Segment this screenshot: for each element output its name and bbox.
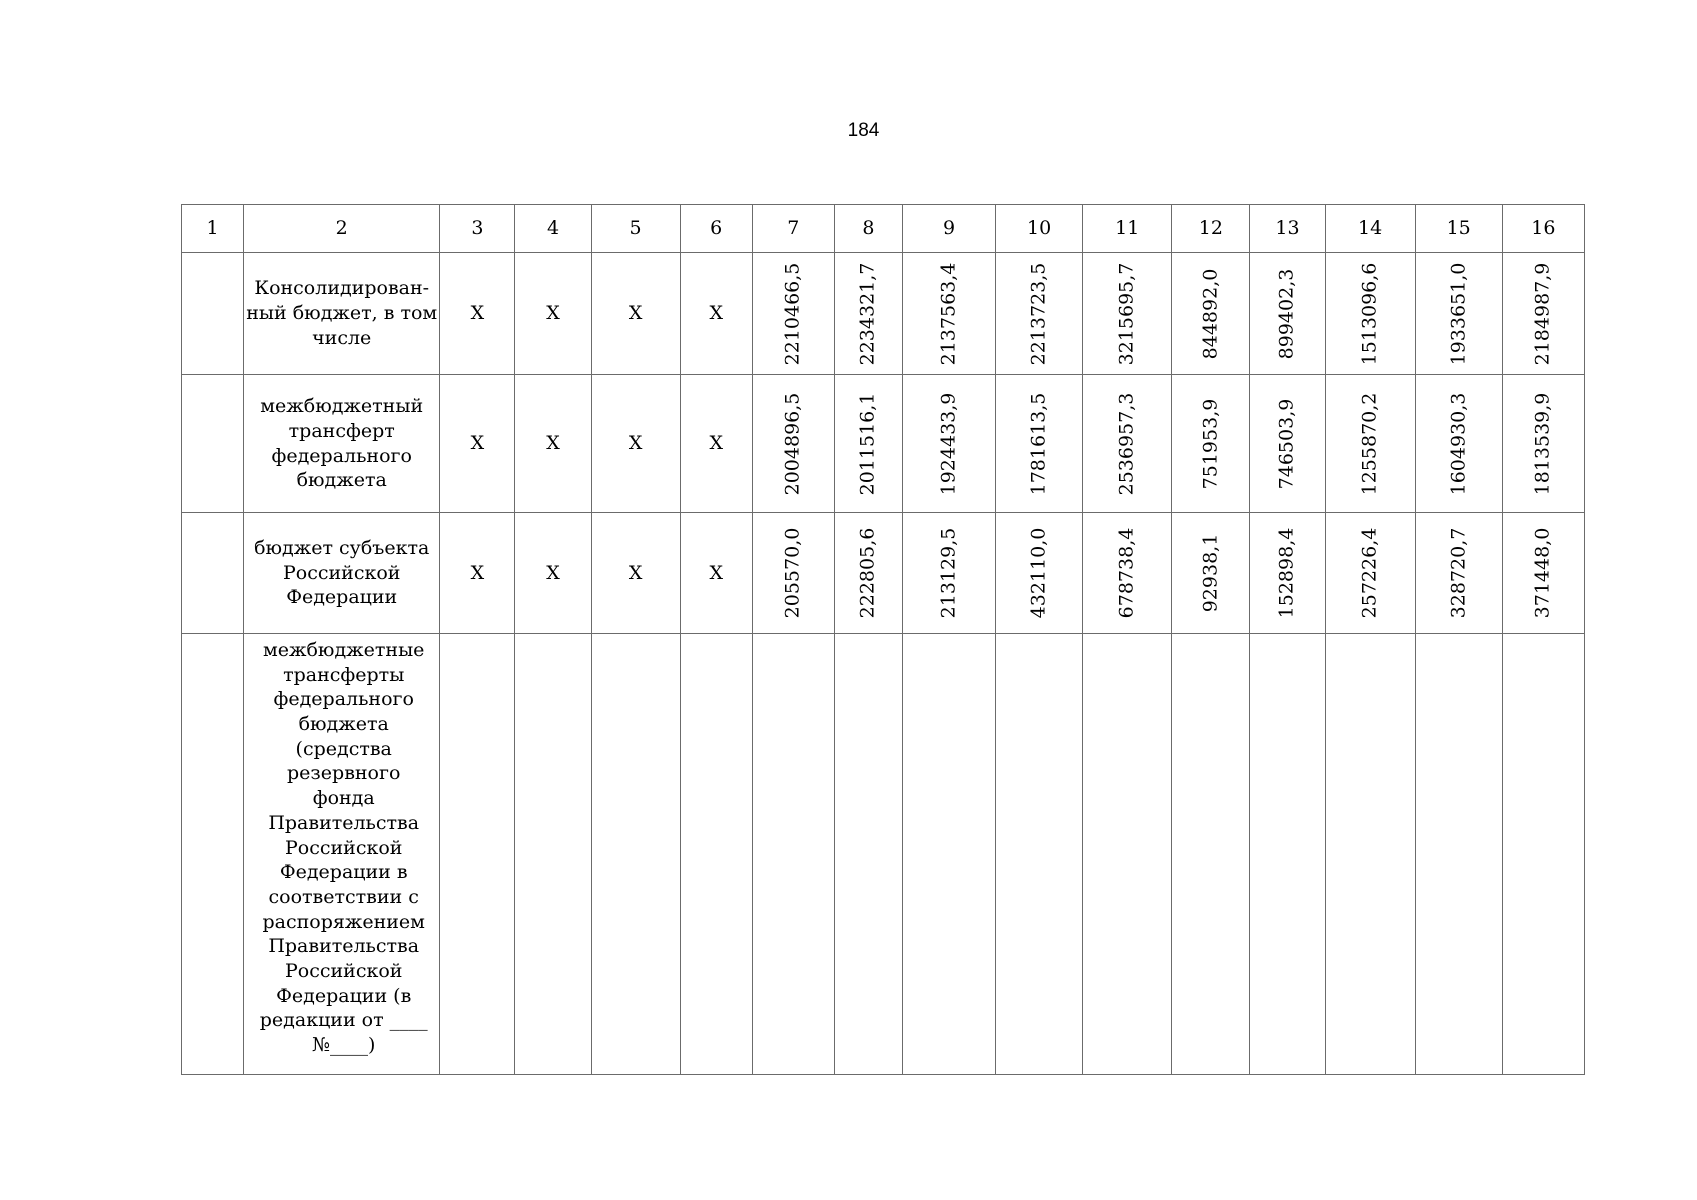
value-cell [1083,513,1172,634]
column-number-header: 10 [996,205,1083,253]
value-text: 1781613,5 [1027,392,1050,495]
value-cell [1250,375,1325,513]
value-text: 2184987,9 [1532,262,1555,365]
mark-cell: X [515,375,591,513]
value-cell [1250,513,1325,634]
column-number-header: 6 [680,205,752,253]
table-header-row [182,205,1585,253]
row-number-cell [182,634,244,1075]
value-text: 371448,0 [1532,527,1555,619]
value-cell [1502,375,1584,513]
value-text: 2234321,7 [857,262,880,365]
column-number-header: 4 [515,205,591,253]
value-text: 1255870,2 [1358,392,1381,495]
table-row [182,634,1585,1075]
value-text: 213129,5 [937,527,960,619]
value-cell [996,634,1083,1075]
column-number-header: 2 [244,205,440,253]
value-text: 1924433,9 [937,392,960,495]
mark-cell: X [515,513,591,634]
value-cell [1502,513,1584,634]
mark-cell [680,634,752,1075]
value-cell [1250,634,1325,1075]
table-row [182,375,1585,513]
row-number-cell [182,513,244,634]
value-cell [834,634,902,1075]
table-row [182,513,1585,634]
column-number-header: 8 [834,205,902,253]
value-text: 92938,1 [1199,533,1222,613]
value-cell [752,634,834,1075]
column-number-header: 16 [1502,205,1584,253]
value-cell [1325,513,1415,634]
row-name-cell: бюджет субъекта Российской Федерации [244,513,440,634]
value-text: 2137563,4 [937,262,960,365]
value-text: 2213723,5 [1027,262,1050,365]
column-number-header: 3 [440,205,515,253]
row-name-cell: Консолидирован- ный бюджет, в том числе [244,253,440,375]
value-cell [996,375,1083,513]
value-cell [1502,253,1584,375]
value-text: 1513096,6 [1358,262,1381,365]
mark-cell: X [515,253,591,375]
value-cell [1325,634,1415,1075]
value-text: 432110,0 [1027,527,1050,619]
mark-cell [515,634,591,1075]
value-cell [752,375,834,513]
budget-table [181,204,1585,1075]
value-text: 2004896,5 [781,392,804,495]
value-text: 3215695,7 [1115,262,1138,365]
value-text: 678738,4 [1115,527,1138,619]
value-cell [1325,375,1415,513]
value-cell [996,513,1083,634]
mark-cell: X [591,375,680,513]
mark-cell: X [440,513,515,634]
column-number-header: 13 [1250,205,1325,253]
value-cell [1415,513,1502,634]
mark-cell [440,634,515,1075]
value-cell [1172,634,1250,1075]
value-cell [902,253,995,375]
column-number-header: 11 [1083,205,1172,253]
value-cell [1083,375,1172,513]
value-cell [752,253,834,375]
row-name-cell: межбюджетные трансферты федерального бюджета (средства резервного фонда Правительства Российской Федерации в соответствии с распоряжением Правительства Российской Федерации (в редакции от ____ №____) [244,634,440,1075]
value-cell [752,513,834,634]
value-text: 844892,0 [1199,268,1222,359]
value-text: 205570,0 [781,527,804,619]
mark-cell: X [440,253,515,375]
table-row [182,253,1585,375]
value-text: 751953,9 [1199,398,1222,489]
value-text: 2011516,1 [857,392,880,495]
column-number-header: 1 [182,205,244,253]
mark-cell: X [591,513,680,634]
value-cell [1172,513,1250,634]
value-cell [902,375,995,513]
mark-cell: X [591,253,680,375]
value-text: 257226,4 [1358,527,1381,619]
value-text: 328720,7 [1447,527,1470,619]
mark-cell: X [680,375,752,513]
column-number-header: 14 [1325,205,1415,253]
value-text: 222805,6 [857,527,880,619]
row-number-cell [182,253,244,375]
value-cell [1502,634,1584,1075]
value-cell [1325,253,1415,375]
value-text: 2536957,3 [1115,392,1138,495]
value-cell [1172,253,1250,375]
value-cell [1172,375,1250,513]
value-cell [1083,253,1172,375]
column-number-header: 5 [591,205,680,253]
value-text: 1604930,3 [1447,392,1470,495]
mark-cell: X [440,375,515,513]
value-text: 1813539,9 [1532,392,1555,495]
value-text: 152898,4 [1276,527,1299,619]
row-name-cell: межбюджетный трансферт федерального бюджета [244,375,440,513]
column-number-header: 12 [1172,205,1250,253]
column-number-header: 9 [902,205,995,253]
value-text: 746503,9 [1276,398,1299,489]
value-cell [902,634,995,1075]
row-number-cell [182,375,244,513]
value-text: 899402,3 [1276,268,1299,359]
value-cell [1415,253,1502,375]
value-cell [902,513,995,634]
value-cell [834,375,902,513]
mark-cell: X [680,513,752,634]
page-number: 184 [847,120,880,141]
value-cell [996,253,1083,375]
value-cell [1415,375,1502,513]
value-cell [834,253,902,375]
column-number-header: 7 [752,205,834,253]
value-cell [1415,634,1502,1075]
mark-cell [591,634,680,1075]
mark-cell: X [680,253,752,375]
value-text: 1933651,0 [1447,262,1470,365]
value-cell [834,513,902,634]
value-cell [1083,634,1172,1075]
column-number-header: 15 [1415,205,1502,253]
value-text: 2210466,5 [781,262,804,365]
value-cell [1250,253,1325,375]
